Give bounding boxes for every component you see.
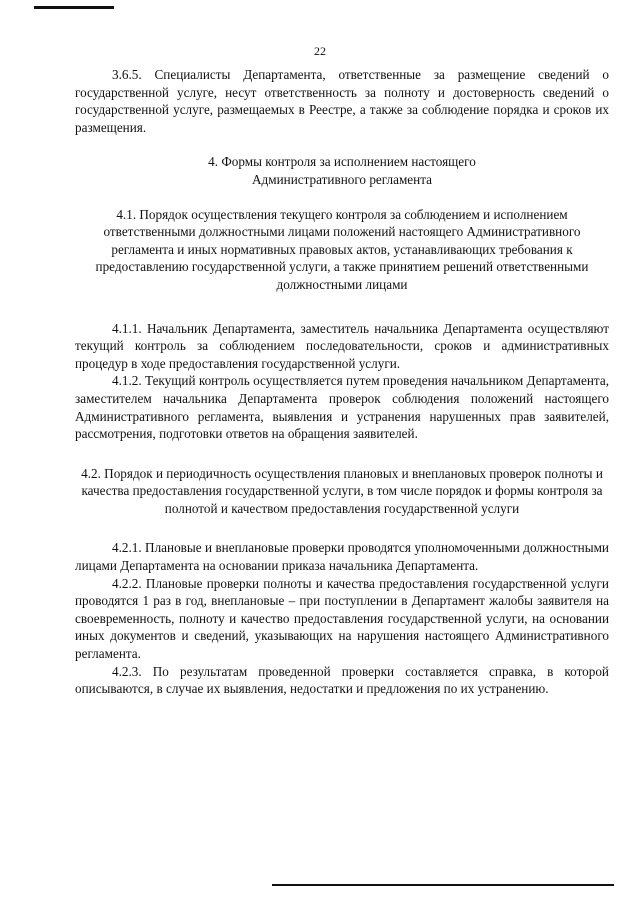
- bottom-rule: [272, 884, 614, 886]
- paragraph-4-2-3: 4.2.3. По результатам проведенной проверки составляется справка, в которой описываются, в случае их выявления, недостатки и предложения по их устранению.: [75, 663, 609, 697]
- paragraph-4-1-2: 4.1.2. Текущий контроль осуществляется путем проведения начальником Департамента, заместителем начальника Департамента проверок соблюдения положений настоящего Административного регламента, выявления и устранения нарушенных прав заявителей, рассмотрения, подготовки ответов на обращения заявителей.: [75, 373, 609, 442]
- top-rule: [34, 6, 114, 9]
- section-4-heading: 4. Формы контроля за исполнением настоящего Административного регламента: [208, 154, 476, 187]
- section-4-1-heading: 4.1. Порядок осуществления текущего контроля за соблюдением и исполнением ответственными должностными лицами положений настоящего Административного регламента и иных нормативных правовых актов, устанавливающих требования к предоставлению государственной услуги, а также принятием решений ответственными должностными лицами: [95, 206, 589, 292]
- paragraph-3-6-5: 3.6.5. Специалисты Департамента, ответственные за размещение сведений о государственной услуге, несут ответственность за полноту и достоверность сведений о государственной услуге, размещаемых в Реестре, а также за соблюдение порядка и сроков их размещения.: [75, 67, 609, 135]
- document-body: [75, 66, 609, 698]
- section-4-2-heading: 4.2. Порядок и периодичность осуществления плановых и внеплановых проверок полноты и качества предоставления государственной услуги, в том числе порядок и формы контроля за полнотой и качеством предоставления государственной услуги: [81, 465, 603, 516]
- page-number: 22: [314, 44, 326, 58]
- paragraph-4-2-2: 4.2.2. Плановые проверки полноты и качества предоставления государственной услуги проводятся 1 раз в год, внеплановые – при поступлении в Департамент жалобы заявителя на своевременность, полноту и качество предоставления государственной услуги, на основании иных документов и сведений, указывающих на нарушения настоящего Административного регламента.: [75, 575, 609, 662]
- paragraph-4-1-1: 4.1.1. Начальник Департамента, заместитель начальника Департамента осуществляют текущий контроль за соблюдением последовательности, сроков и административных процедур в ходе предоставления государственной услуги.: [75, 320, 609, 371]
- paragraph-4-2-1: 4.2.1. Плановые и внеплановые проверки проводятся уполномоченными должностными лицами Департамента на основании приказа начальника Департамента.: [75, 540, 609, 574]
